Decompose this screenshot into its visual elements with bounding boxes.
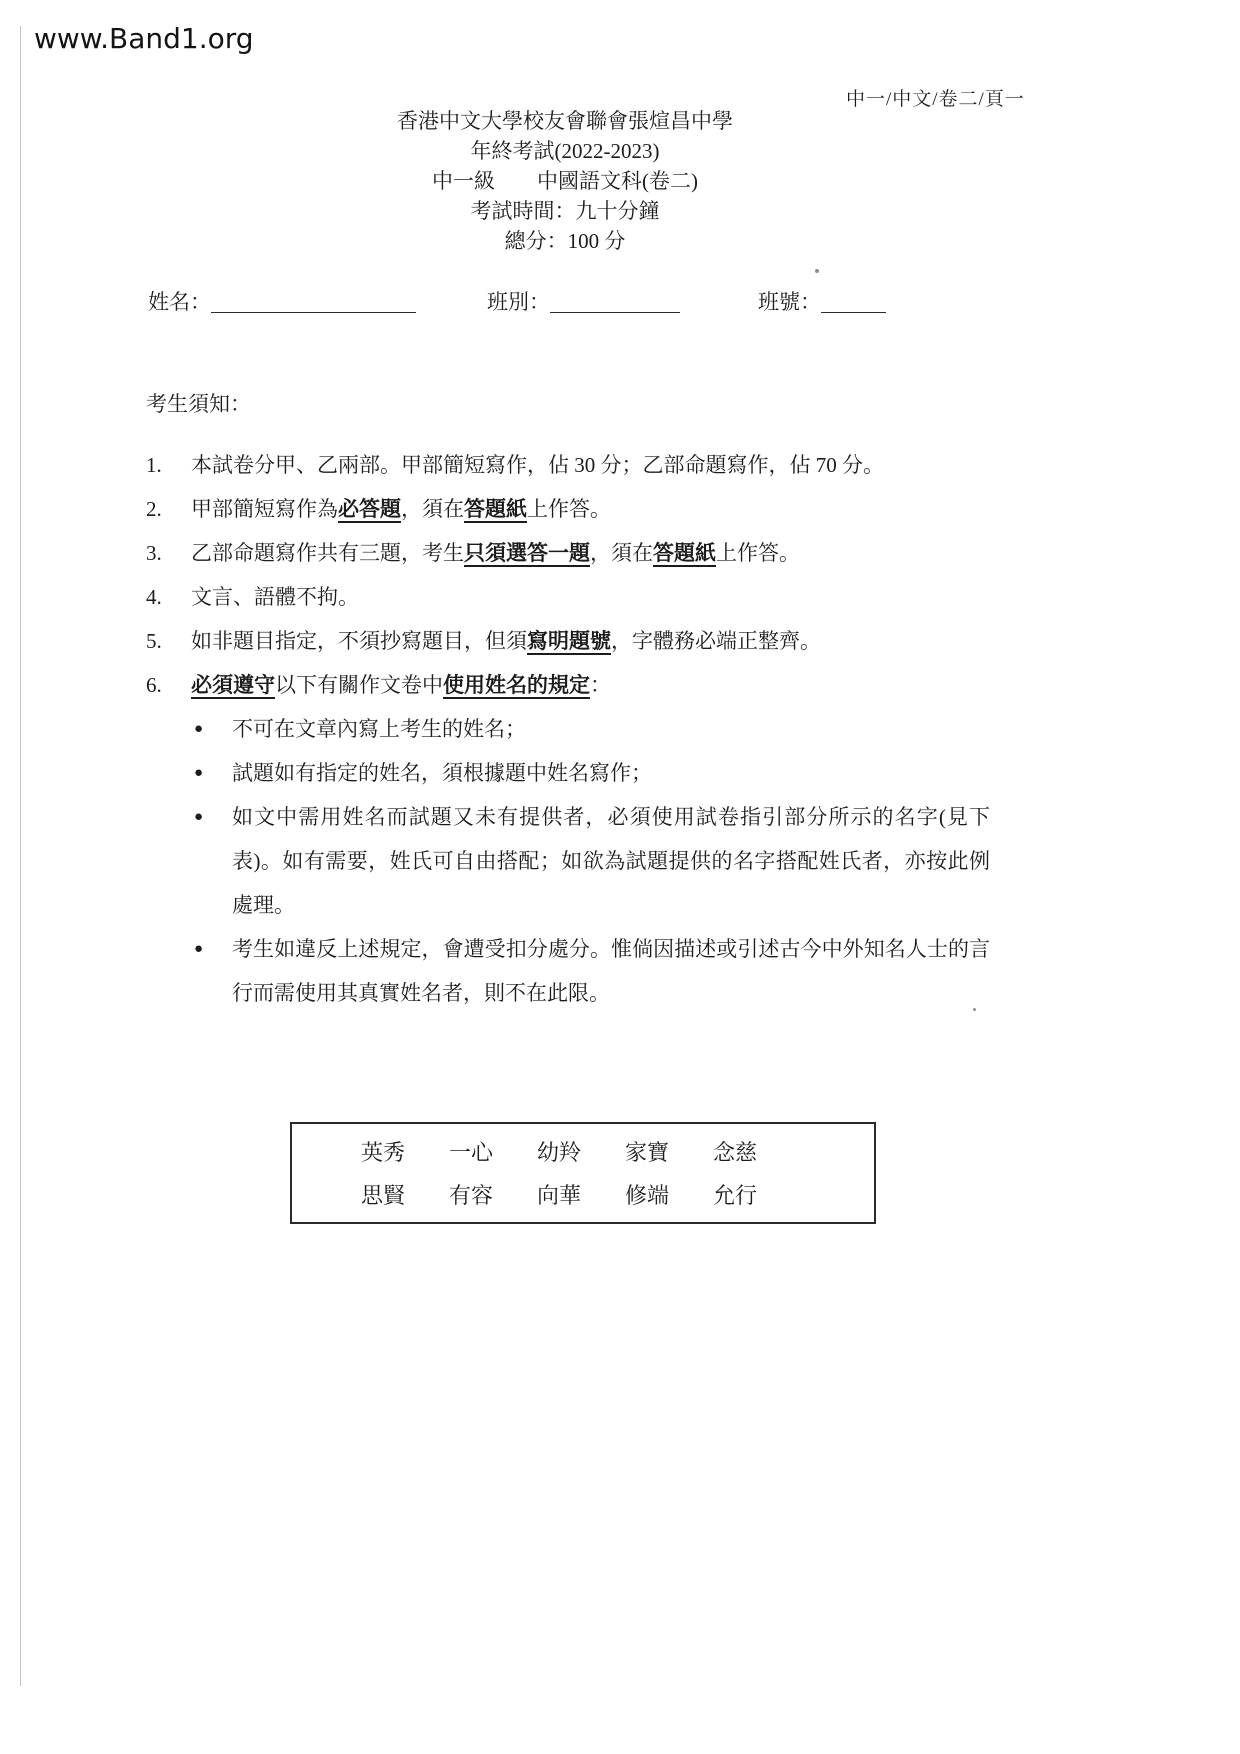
- note-item-4: [146, 575, 1030, 619]
- note-item-2: [146, 487, 1030, 531]
- given-name: 念慈: [713, 1140, 758, 1165]
- page-reference: 中一/中文/卷二/頁一: [846, 89, 1025, 110]
- class-field: [487, 286, 680, 316]
- bullet-icon: ●: [194, 809, 204, 825]
- scan-edge-line: [20, 26, 21, 1686]
- plain-text: 考生如違反上述規定，會遭受扣分處分。惟倘因描述或引述古今中外知名人士的言行而需使用其真實姓名者，則不在此限。: [232, 937, 990, 1005]
- note-item-number: 1.: [146, 453, 162, 477]
- notes-list: [146, 443, 1030, 707]
- bullet-item-text: [232, 795, 990, 927]
- name-table-row-2: [292, 1179, 874, 1210]
- bullet-item-4: [146, 927, 1030, 1015]
- plain-text: 文言、語體不拘。: [191, 585, 359, 609]
- name-table-row-1: [292, 1136, 874, 1167]
- note-item-text: [191, 619, 1030, 663]
- note-item-number: 6.: [146, 673, 162, 697]
- note-item-text: [191, 443, 1030, 487]
- note-item-5: [146, 619, 1030, 663]
- emphasized-text: 答題紙: [653, 541, 716, 565]
- note-item-6: [146, 663, 1030, 707]
- exam-header: [55, 106, 1075, 256]
- given-name: 家寶: [625, 1140, 670, 1165]
- bullet-item-text: [232, 707, 990, 751]
- plain-text: 以下有關作文卷中: [275, 673, 443, 697]
- scan-speck: [973, 1008, 976, 1011]
- given-name: 修端: [625, 1183, 670, 1208]
- exam-duration: 考試時間：九十分鐘: [470, 199, 660, 223]
- note-item-text: [191, 487, 1030, 531]
- note-item-3: [146, 531, 1030, 575]
- note-item-text: [191, 531, 1030, 575]
- name-label: 姓名：: [148, 290, 211, 314]
- given-name: 有容: [448, 1183, 493, 1208]
- note-item-text: [191, 663, 1030, 707]
- plain-text: ，須在: [401, 497, 464, 521]
- given-name: 英秀: [360, 1140, 405, 1165]
- bullet-list: [146, 707, 1030, 1015]
- plain-text: ：: [590, 673, 611, 697]
- watermark: www.Band1.org: [34, 22, 254, 55]
- plain-text: 試題如有指定的姓名，須根據題中姓名寫作；: [232, 761, 652, 785]
- plain-text: 甲部簡短寫作為: [191, 497, 338, 521]
- plain-text: 如非題目指定，不須抄寫題目，但須: [191, 629, 527, 653]
- plain-text: ，字體務必端正整齊。: [611, 629, 821, 653]
- plain-text: 不可在文章內寫上考生的姓名；: [232, 717, 526, 741]
- plain-text: 上作答。: [527, 497, 611, 521]
- plain-text: 乙部命題寫作共有三題，考生: [191, 541, 464, 565]
- plain-text: ，須在: [590, 541, 653, 565]
- emphasized-text: 寫明題號: [527, 629, 611, 653]
- bullet-item-2: [146, 751, 1030, 795]
- bullet-item-text: [232, 927, 990, 1015]
- given-name: 一心: [448, 1140, 493, 1165]
- level-subject: 中一級 中國語文科(卷二): [432, 169, 698, 193]
- emphasized-text: 只須選答一題: [464, 541, 590, 565]
- allowed-names-table: [290, 1122, 876, 1224]
- bullet-icon: ●: [194, 941, 204, 957]
- note-item-number: 2.: [146, 497, 162, 521]
- plain-text: 如文中需用姓名而試題又未有提供者，必須使用試卷指引部分所示的名字(見下表)。如有需要，姓氏可自由搭配；如欲為試題提供的名字搭配姓氏者，亦按此例處理。: [232, 805, 990, 917]
- class-number-blank-line: [821, 288, 886, 313]
- exam-title: 年終考試(2022-2023): [470, 139, 660, 163]
- bullet-item-3: [146, 795, 1030, 927]
- school-name: 香港中文大學校友會聯會張煊昌中學: [397, 109, 733, 133]
- bullet-icon: ●: [194, 721, 204, 737]
- instructions-heading: 考生須知：: [146, 392, 251, 416]
- class-blank-line: [550, 288, 680, 313]
- instructions-section: [146, 390, 1030, 1015]
- given-name: 思賢: [360, 1183, 405, 1208]
- class-number-label: 班號：: [758, 290, 821, 314]
- given-name: 向華: [536, 1183, 581, 1208]
- emphasized-text: 必須遵守: [191, 673, 275, 697]
- scan-speck: [815, 269, 819, 273]
- class-number-field: [758, 286, 886, 316]
- note-item-1: [146, 443, 1030, 487]
- given-name: 幼羚: [536, 1140, 581, 1165]
- name-field: [148, 286, 416, 316]
- plain-text: 上作答。: [716, 541, 800, 565]
- emphasized-text: 必答題: [338, 497, 401, 521]
- emphasized-text: 答題紙: [464, 497, 527, 521]
- name-blank-line: [211, 288, 416, 313]
- given-name: 允行: [713, 1183, 758, 1208]
- bullet-icon: ●: [194, 765, 204, 781]
- bullet-item-1: [146, 707, 1030, 751]
- class-label: 班別：: [487, 290, 550, 314]
- total-marks: 總分：100 分: [504, 229, 626, 253]
- note-item-number: 5.: [146, 629, 162, 653]
- note-item-number: 4.: [146, 585, 162, 609]
- bullet-item-text: [232, 751, 990, 795]
- plain-text: 本試卷分甲、乙兩部。甲部簡短寫作，佔 30 分；乙部命題寫作，佔 70 分。: [191, 453, 884, 477]
- note-item-text: [191, 575, 1030, 619]
- note-item-number: 3.: [146, 541, 162, 565]
- emphasized-text: 使用姓名的規定: [443, 673, 590, 697]
